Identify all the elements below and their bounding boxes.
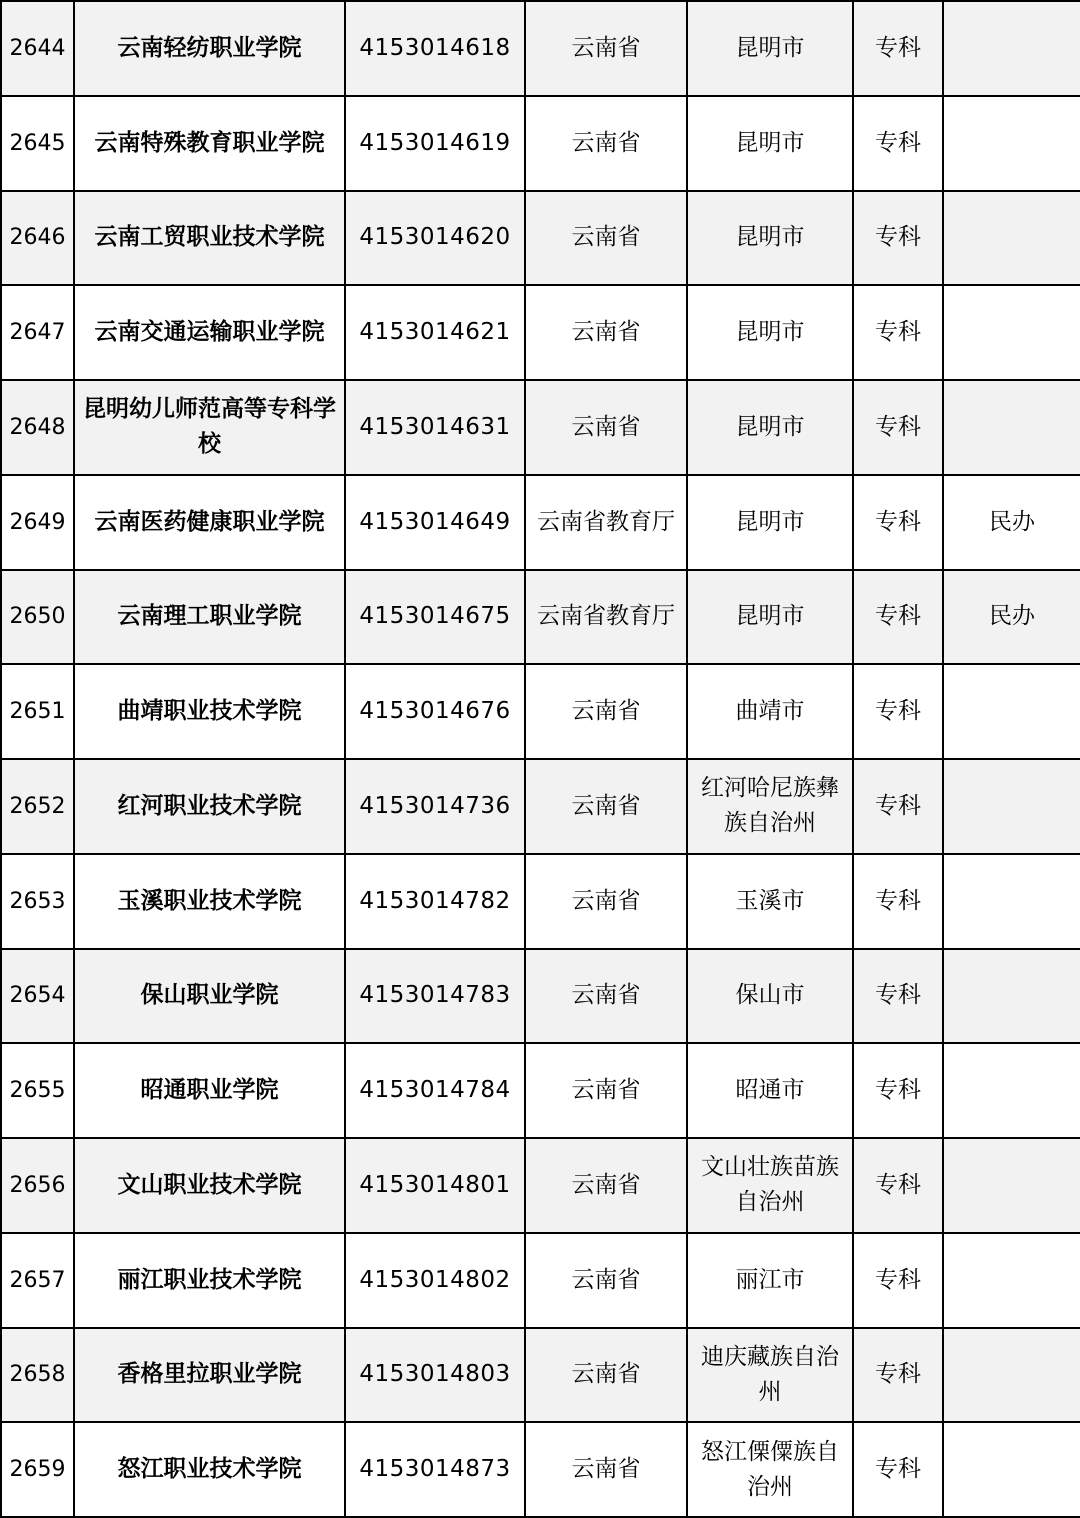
authority: 云南省 bbox=[525, 949, 687, 1044]
table-row bbox=[1, 949, 1080, 1044]
note bbox=[943, 285, 1080, 380]
note: 民办 bbox=[943, 475, 1080, 570]
education-level: 专科 bbox=[853, 949, 943, 1044]
education-level: 专科 bbox=[853, 475, 943, 570]
row-number: 2650 bbox=[1, 570, 74, 665]
education-level: 专科 bbox=[853, 854, 943, 949]
table-row bbox=[1, 380, 1080, 475]
note bbox=[943, 1328, 1080, 1423]
note bbox=[943, 1233, 1080, 1328]
note bbox=[943, 664, 1080, 759]
authority: 云南省 bbox=[525, 380, 687, 475]
institution-code: 4153014675 bbox=[345, 570, 525, 665]
row-number: 2645 bbox=[1, 96, 74, 191]
table-row bbox=[1, 1422, 1080, 1517]
location: 文山壮族苗族自治州 bbox=[687, 1138, 853, 1233]
institution-code: 4153014736 bbox=[345, 759, 525, 854]
table-row bbox=[1, 1328, 1080, 1423]
location: 昭通市 bbox=[687, 1043, 853, 1138]
institution-code: 4153014649 bbox=[345, 475, 525, 570]
note bbox=[943, 191, 1080, 286]
institution-code: 4153014782 bbox=[345, 854, 525, 949]
education-level: 专科 bbox=[853, 1, 943, 96]
table-row bbox=[1, 191, 1080, 286]
education-level: 专科 bbox=[853, 380, 943, 475]
table-row bbox=[1, 96, 1080, 191]
row-number: 2644 bbox=[1, 1, 74, 96]
location: 昆明市 bbox=[687, 570, 853, 665]
institution-code: 4153014631 bbox=[345, 380, 525, 475]
authority: 云南省 bbox=[525, 1422, 687, 1517]
row-number: 2648 bbox=[1, 380, 74, 475]
institution-name: 玉溪职业技术学院 bbox=[74, 854, 345, 949]
institution-name: 文山职业技术学院 bbox=[74, 1138, 345, 1233]
education-level: 专科 bbox=[853, 1233, 943, 1328]
education-level: 专科 bbox=[853, 570, 943, 665]
table-row bbox=[1, 285, 1080, 380]
location: 丽江市 bbox=[687, 1233, 853, 1328]
note bbox=[943, 1, 1080, 96]
note: 民办 bbox=[943, 570, 1080, 665]
education-level: 专科 bbox=[853, 285, 943, 380]
authority: 云南省 bbox=[525, 285, 687, 380]
institution-name: 云南理工职业学院 bbox=[74, 570, 345, 665]
authority: 云南省教育厅 bbox=[525, 570, 687, 665]
authority: 云南省 bbox=[525, 191, 687, 286]
location: 迪庆藏族自治州 bbox=[687, 1328, 853, 1423]
institution-code: 4153014676 bbox=[345, 664, 525, 759]
location: 红河哈尼族彝族自治州 bbox=[687, 759, 853, 854]
authority: 云南省 bbox=[525, 1, 687, 96]
institution-name: 云南工贸职业技术学院 bbox=[74, 191, 345, 286]
row-number: 2652 bbox=[1, 759, 74, 854]
table-row bbox=[1, 1043, 1080, 1138]
education-level: 专科 bbox=[853, 96, 943, 191]
note bbox=[943, 1422, 1080, 1517]
row-number: 2651 bbox=[1, 664, 74, 759]
location: 怒江傈僳族自治州 bbox=[687, 1422, 853, 1517]
institution-code: 4153014873 bbox=[345, 1422, 525, 1517]
table-row bbox=[1, 1233, 1080, 1328]
location: 昆明市 bbox=[687, 96, 853, 191]
authority: 云南省 bbox=[525, 96, 687, 191]
note bbox=[943, 759, 1080, 854]
table-row bbox=[1, 1, 1080, 96]
note bbox=[943, 854, 1080, 949]
authority: 云南省 bbox=[525, 759, 687, 854]
education-level: 专科 bbox=[853, 1043, 943, 1138]
table-row bbox=[1, 854, 1080, 949]
note bbox=[943, 949, 1080, 1044]
institution-code: 4153014784 bbox=[345, 1043, 525, 1138]
institution-code: 4153014620 bbox=[345, 191, 525, 286]
location: 昆明市 bbox=[687, 285, 853, 380]
row-number: 2649 bbox=[1, 475, 74, 570]
row-number: 2653 bbox=[1, 854, 74, 949]
location: 保山市 bbox=[687, 949, 853, 1044]
institution-name: 红河职业技术学院 bbox=[74, 759, 345, 854]
table-row bbox=[1, 1138, 1080, 1233]
location: 曲靖市 bbox=[687, 664, 853, 759]
institution-name: 怒江职业技术学院 bbox=[74, 1422, 345, 1517]
row-number: 2659 bbox=[1, 1422, 74, 1517]
institution-name: 云南轻纺职业学院 bbox=[74, 1, 345, 96]
institution-code: 4153014802 bbox=[345, 1233, 525, 1328]
note bbox=[943, 96, 1080, 191]
authority: 云南省教育厅 bbox=[525, 475, 687, 570]
row-number: 2655 bbox=[1, 1043, 74, 1138]
education-level: 专科 bbox=[853, 1422, 943, 1517]
row-number: 2656 bbox=[1, 1138, 74, 1233]
table-row bbox=[1, 759, 1080, 854]
education-level: 专科 bbox=[853, 759, 943, 854]
education-level: 专科 bbox=[853, 1328, 943, 1423]
authority: 云南省 bbox=[525, 1328, 687, 1423]
institution-code: 4153014783 bbox=[345, 949, 525, 1044]
authority: 云南省 bbox=[525, 854, 687, 949]
row-number: 2658 bbox=[1, 1328, 74, 1423]
institution-name: 保山职业学院 bbox=[74, 949, 345, 1044]
location: 昆明市 bbox=[687, 380, 853, 475]
institution-code: 4153014618 bbox=[345, 1, 525, 96]
institution-name: 云南交通运输职业学院 bbox=[74, 285, 345, 380]
note bbox=[943, 380, 1080, 475]
institution-code: 4153014619 bbox=[345, 96, 525, 191]
institution-code: 4153014803 bbox=[345, 1328, 525, 1423]
institution-code: 4153014801 bbox=[345, 1138, 525, 1233]
location: 昆明市 bbox=[687, 191, 853, 286]
authority: 云南省 bbox=[525, 1233, 687, 1328]
location: 昆明市 bbox=[687, 475, 853, 570]
education-level: 专科 bbox=[853, 1138, 943, 1233]
row-number: 2647 bbox=[1, 285, 74, 380]
table-row bbox=[1, 664, 1080, 759]
institution-name: 昭通职业学院 bbox=[74, 1043, 345, 1138]
table-row bbox=[1, 475, 1080, 570]
table-row bbox=[1, 570, 1080, 665]
authority: 云南省 bbox=[525, 664, 687, 759]
row-number: 2657 bbox=[1, 1233, 74, 1328]
institution-code: 4153014621 bbox=[345, 285, 525, 380]
row-number: 2646 bbox=[1, 191, 74, 286]
institution-name: 云南医药健康职业学院 bbox=[74, 475, 345, 570]
institution-table-body bbox=[1, 1, 1080, 1517]
institution-name: 香格里拉职业学院 bbox=[74, 1328, 345, 1423]
education-level: 专科 bbox=[853, 664, 943, 759]
row-number: 2654 bbox=[1, 949, 74, 1044]
location: 玉溪市 bbox=[687, 854, 853, 949]
note bbox=[943, 1138, 1080, 1233]
institution-name: 云南特殊教育职业学院 bbox=[74, 96, 345, 191]
institution-name: 曲靖职业技术学院 bbox=[74, 664, 345, 759]
education-level: 专科 bbox=[853, 191, 943, 286]
institution-name: 丽江职业技术学院 bbox=[74, 1233, 345, 1328]
institution-name: 昆明幼儿师范高等专科学校 bbox=[74, 380, 345, 475]
authority: 云南省 bbox=[525, 1138, 687, 1233]
authority: 云南省 bbox=[525, 1043, 687, 1138]
location: 昆明市 bbox=[687, 1, 853, 96]
note bbox=[943, 1043, 1080, 1138]
